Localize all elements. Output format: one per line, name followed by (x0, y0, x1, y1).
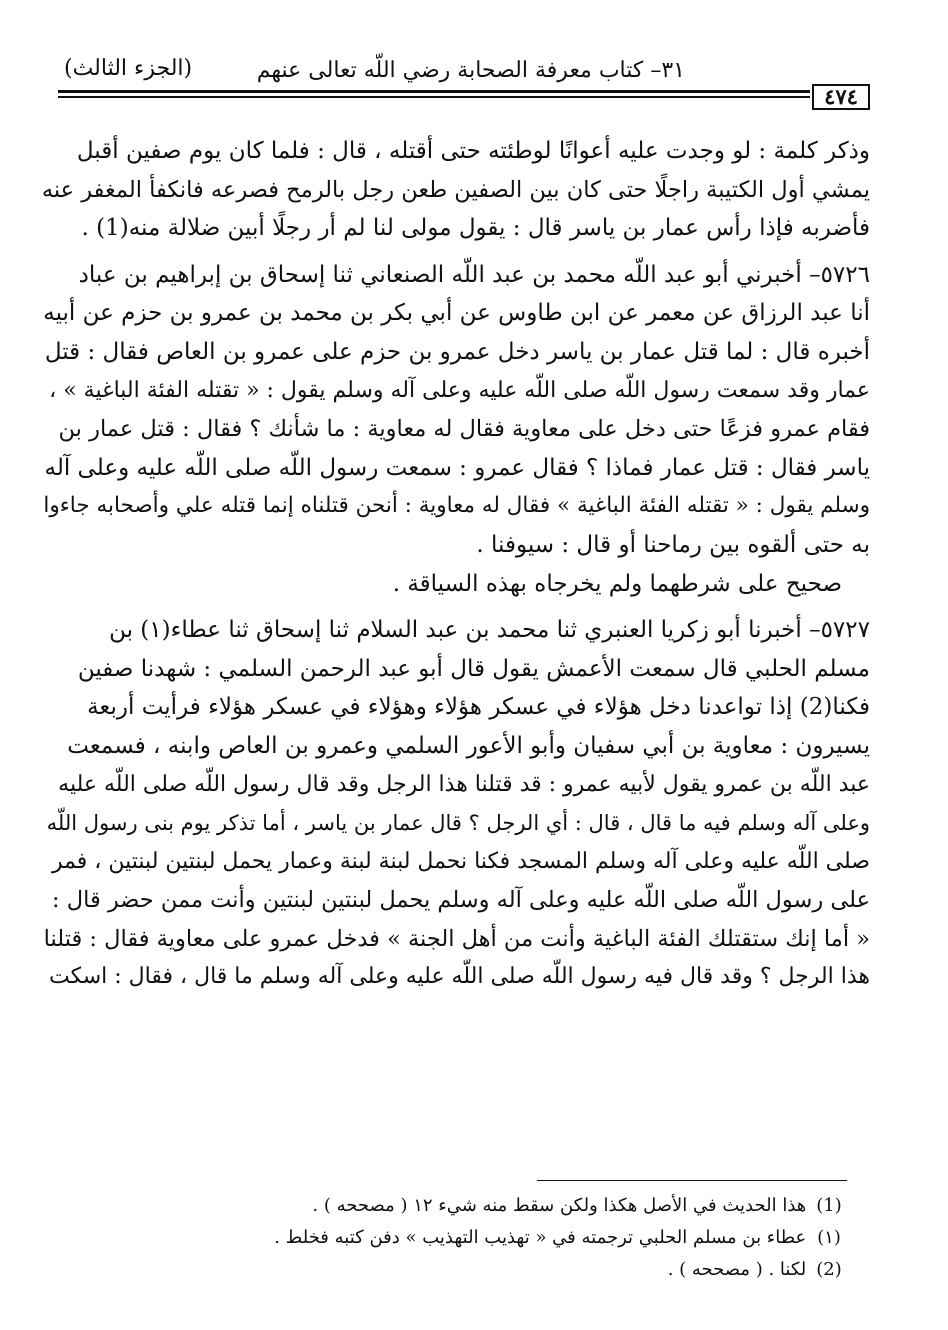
text-line: وسلم يقول : « تقتله الفئة الباغية » فقال له معاوية : أنحن قتلناه إنما قتله علي وأصحابه جاءوا (43, 493, 870, 519)
text-line: ياسر فقال : قتل عمار فماذا ؟ فقال عمرو : سمعت رسول اللّه صلى اللّه عليه وعلى آله (44, 454, 870, 481)
text-line: فأضربه فإذا رأس عمار بن ياسر قال : يقول مولى لنا لم أر رجلًا أبين ضلالة منه(1) . (81, 215, 870, 242)
text-line: صلى اللّه عليه وعلى آله وسلم المسجد فكنا نحمل لبنة لبنة وعمار يحمل لبنتين لبنتين ، فمر (51, 848, 870, 874)
footnote (42, 1190, 852, 1222)
text-line: فقام عمرو فزعًا حتى دخل على معاوية فقال له معاوية : ما شأنك ؟ فقال : قتل عمار بن (58, 416, 870, 443)
text-line: وذكر كلمة : لو وجدت عليه أعوانًا لوطئته حتى أقتله ، قال : فلما كان يوم صفين أقبل (76, 138, 870, 164)
footnote-text: عطاء بن مسلم الحلبي ترجمته في « تهذيب التهذيب » دفن كتبه فخلط . (274, 1227, 807, 1248)
footnote-divider (537, 1180, 847, 1181)
text-line: أخبره قال : لما قتل عمار بن ياسر دخل عمرو بن حزم على عمرو بن العاص فقال : قتل (44, 338, 870, 365)
text-line: وعلى آله وسلم فيه ما قال ، قال : أي الرجل ؟ قال عمار بن ياسر ، أما تذكر يوم بنى رسول اللّه (46, 811, 870, 836)
footnote-mark: (١) (817, 1227, 841, 1248)
volume-label: (الجزء الثالث) (64, 56, 193, 81)
footnote-text: هذا الحديث في الأصل هكذا ولكن سقط منه شيء ١٢ ( مصححه ) . (312, 1195, 807, 1216)
main-text (42, 132, 870, 997)
text-line: فكنا(2) إذا تواعدنا دخل هؤلاء في عسكر هؤلاء وهؤلاء في عسكر هؤلاء فرأيت أربعة (87, 694, 870, 721)
footnotes (42, 1190, 852, 1286)
text-line: يسيرون : معاوية بن أبي سفيان وأبو الأعور السلمي وعمرو بن العاص وابنه ، فسمعت (67, 732, 870, 759)
text-line: مسلم الحلبي قال سمعت الأعمش يقول قال أبو عبد الرحمن السلمي : شهدنا صفين (77, 655, 870, 682)
footnote (42, 1254, 852, 1286)
hadith-5727-start: ٥٧٢٧– أخبرنا أبو زكريا العنبري ثنا محمد بن عبد السلام ثنا إسحاق ثنا عطاء(١) بن (109, 617, 870, 644)
footnote (42, 1222, 852, 1254)
text-line: عمار وقد سمعت رسول اللّه صلى اللّه عليه وعلى آله وسلم يقول : « تقتله الفئة الباغية » ، (49, 377, 870, 403)
hadith-5726-start: ٥٧٢٦– أخبرني أبو عبد اللّه محمد بن عبد اللّه الصنعاني ثنا إسحاق بن إبراهيم بن عباد (78, 261, 870, 288)
text-line: على رسول اللّه صلى اللّه عليه وعلى آله وسلم يحمل لبنتين لبنتين وأنت ممن حضر قال : (52, 887, 870, 914)
running-header (58, 52, 870, 86)
header-rule-thin (58, 96, 810, 98)
text-line: عبد اللّه بن عمرو يقول لأبيه عمرو : قد قتلنا هذا الرجل وقد قال رسول اللّه صلى اللّه عليه (58, 771, 870, 797)
header-rule (58, 90, 810, 93)
footnote-text: لكنا . ( مصححه ) . (667, 1259, 807, 1280)
grading-note: صحيح على شرطهما ولم يخرجاه بهذه السياقة . (392, 570, 842, 597)
footnote-mark: (1) (816, 1195, 842, 1216)
text-line: أنا عبد الرزاق عن معمر عن ابن طاوس عن أبي بكر بن محمد بن عمرو بن حزم عن أبيه (43, 300, 870, 327)
chapter-title: ٣١– كتاب معرفة الصحابة رضي اللّه تعالى عنهم (256, 58, 685, 83)
text-line: به حتى ألقوه بين رماحنا أو قال : سيوفنا . (476, 531, 870, 558)
text-line: هذا الرجل ؟ وقد قال فيه رسول اللّه صلى اللّه عليه وعلى آله وسلم ما قال ، فقال : اسكت (48, 964, 870, 990)
text-line: « أما إنك ستقتلك الفئة الباغية وأنت من أهل الجنة » فدخل عمرو على معاوية فقال : قتلنا (43, 925, 870, 952)
text-line: يمشي أول الكتيبة راجلًا حتى كان بين الصفين طعن رجل بالرمح فصرعه فانكفأ المغفر عنه (42, 176, 870, 203)
page-number: ٤٧٤ (812, 84, 870, 110)
footnote-mark: (2) (816, 1259, 842, 1280)
